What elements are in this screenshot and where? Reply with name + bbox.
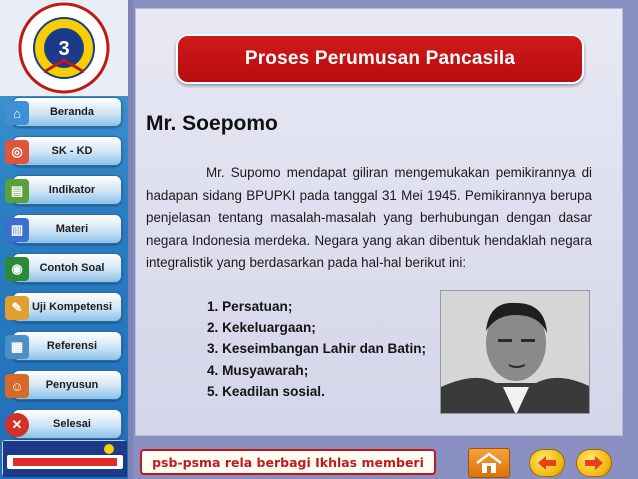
psb-sma-logo[interactable] [2, 440, 126, 476]
paragraph-text: Mr. Supomo mendapat giliran mengemukakan pemikirannya di hadapan sidang BPUPKI pada tanggal 31 Mei 1945. Pemikirannya berupa penjelasan tentang masalah-masalah yang berhubungan dengan dasar negara Indonesia merdeka. Negara yang akan dibentuk hendaklah negara integralistik yang berdasarkan pada hal-hal berikut ini: [146, 165, 592, 271]
sidebar-item-label: Referensi [46, 340, 98, 352]
document-icon: ▦ [5, 335, 29, 359]
sidebar-item-label: Indikator [48, 184, 96, 196]
house-icon: ⌂ [5, 101, 29, 125]
pencil-icon: ✎ [5, 296, 29, 320]
sidebar-item-label: Beranda [49, 106, 95, 118]
sidebar-item-selesai[interactable] [12, 409, 122, 439]
person-icon: ☺ [5, 374, 29, 398]
sidebar-item-indikator[interactable] [12, 175, 122, 205]
house-icon [473, 451, 505, 475]
list-item: 3. Keseimbangan Lahir dan Batin; [207, 341, 427, 357]
slogan-text: psb-psma rela berbagi Ikhlas memberi [152, 454, 424, 470]
next-button[interactable] [574, 448, 614, 478]
sidebar-item-label: Materi [55, 223, 89, 235]
sidebar-item-contoh-soal[interactable] [12, 253, 122, 283]
sidebar-item-sk-kd[interactable] [12, 136, 122, 166]
sidebar-item-uji-kompetensi[interactable] [12, 292, 122, 322]
psb-sma-banner-icon [3, 441, 127, 477]
school-emblem-icon [18, 2, 110, 94]
list-item: 4. Musyawarah; [207, 362, 309, 378]
sidebar [0, 0, 128, 479]
sidebar-item-referensi[interactable] [12, 331, 122, 361]
sidebar-item-label: Uji Kompetensi [31, 301, 113, 313]
portrait-photo [440, 290, 590, 414]
section-heading: Mr. Soepomo [146, 112, 278, 135]
list-item: 2. Kekeluargaan; [207, 320, 316, 336]
principles-list [207, 296, 426, 402]
page-title-banner [176, 34, 584, 84]
sidebar-item-label: Selesai [53, 418, 91, 430]
previous-button[interactable] [527, 448, 567, 478]
arrow-right-icon [576, 449, 612, 477]
list-item: 1. Persatuan; [207, 299, 293, 314]
sidebar-item-penyusun[interactable] [12, 370, 122, 400]
portrait-icon [441, 291, 590, 414]
sidebar-item-beranda[interactable] [12, 97, 122, 127]
school-logo [0, 0, 128, 96]
slogan-box [140, 449, 436, 475]
sidebar-item-materi[interactable] [12, 214, 122, 244]
svg-text:3: 3 [58, 38, 70, 60]
arrow-left-icon [529, 449, 565, 477]
target-icon: ◎ [5, 140, 29, 164]
list-item: 5. Keadilan sosial. [207, 383, 325, 399]
close-icon: ✕ [5, 413, 29, 437]
chart-icon: ▤ [5, 179, 29, 203]
body-paragraph [146, 162, 592, 275]
sidebar-item-label: SK - KD [51, 145, 93, 157]
globe-icon: ◉ [5, 257, 29, 281]
page-title: Proses Perumusan Pancasila [244, 48, 516, 69]
books-icon: ▥ [5, 218, 29, 242]
sidebar-item-label: Penyusun [45, 379, 99, 391]
sidebar-item-label: Contoh Soal [39, 262, 105, 274]
home-button[interactable] [468, 448, 510, 478]
